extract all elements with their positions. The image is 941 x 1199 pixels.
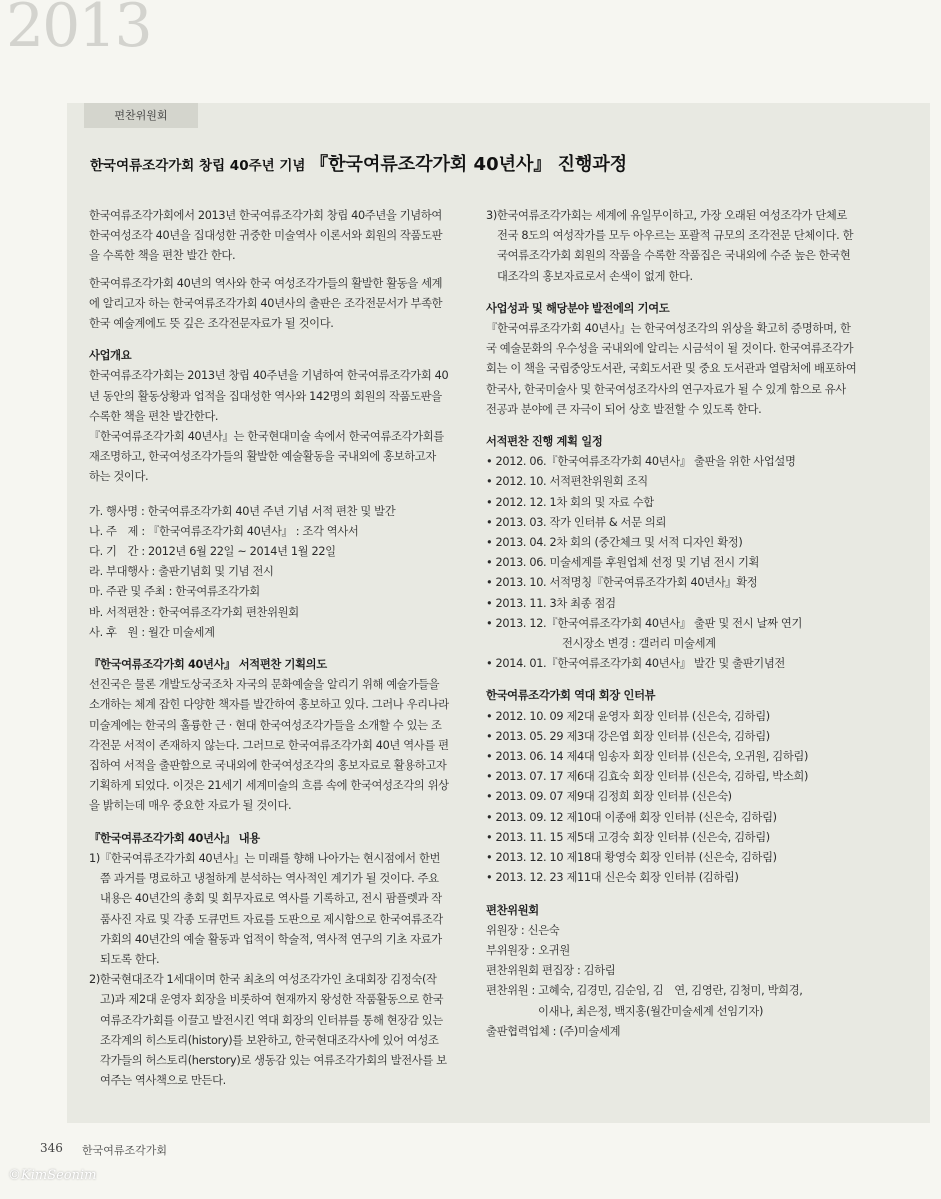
schedule-item: • 2013. 06. 미술세계를 후원업체 선정 및 기념 전시 기획 bbox=[486, 556, 760, 570]
year-heading: 2013 bbox=[6, 0, 151, 61]
interview-item: • 2013. 06. 14 제4대 임송자 회장 인터뷰 (신은숙, 오귀원, 김하림) bbox=[486, 750, 809, 764]
schedule-sub-item: 전시장소 변경 : 갤러리 미술세계 bbox=[562, 637, 716, 651]
interview-item: • 2013. 05. 29 제3대 강은엽 회장 인터뷰 (신은숙, 김하림) bbox=[486, 729, 770, 743]
schedule-item: • 2012. 12. 1차 회의 및 자료 수합 bbox=[486, 495, 654, 509]
interview-item: • 2013. 09. 07 제9대 김정희 회장 인터뷰 (신은숙) bbox=[486, 790, 732, 804]
intro-paragraph-1: 한국여류조각가회에서 2013년 한국여류조각가회 창립 40주년을 기념하여 한국여성조각 40년을 집대성한 귀중한 미술역사 이론서와 회원의 작품도판을 수록한 책을 편찬 발간 한다. bbox=[89, 209, 443, 263]
content-item-3: 3)한국여류조각가회는 세계에 유일무이하고, 가장 오래된 여성조각가 단체로 전국 8도의 여성작가를 모두 아우르는 포괄적 규모의 조각전문 단체이다. 한국여류조각가회 회원의 작품을 수록한 작품집은 국내외에 수준 높은 한국현대조각의 홍보자료로서 손색이 없게 한다. bbox=[486, 209, 854, 283]
schedule-item: • 2013. 04. 2차 회의 (중간체크 및 서적 디자인 확정) bbox=[486, 536, 743, 550]
interview-item: • 2013. 12. 23 제11대 신은숙 회장 인터뷰 (김하림) bbox=[486, 871, 739, 885]
page-title bbox=[90, 150, 911, 176]
intro-paragraph-2: 한국여류조각가회 40년의 역사와 한국 여성조각가들의 활발한 활동을 세계에 알리고자 하는 한국여류조각가회 40년사의 출판은 조각전문서가 부족한 한국 예술계에도 뜻 깊은 조각전문자료가 될 것이다. bbox=[89, 276, 443, 331]
committee-members: 편찬위원 : 고혜숙, 김경민, 김순임, 김 연, 김영란, 김청미, 박희경, bbox=[486, 984, 803, 998]
content-heading: 『한국여류조각가회 40년사』 내용 bbox=[89, 831, 260, 845]
interview-heading: 한국여류조각가회 역대 회장 인터뷰 bbox=[486, 689, 656, 703]
schedule-item: • 2013. 11. 3차 최종 점검 bbox=[486, 596, 616, 610]
schedule-item: • 2014. 01.『한국여류조각가회 40년사』 발간 및 출판기념전 bbox=[486, 657, 785, 671]
overview-heading: 사업개요 bbox=[89, 349, 132, 363]
footer-label: 한국여류조각가회 bbox=[82, 1144, 168, 1157]
details-list bbox=[89, 502, 449, 643]
detail-item: 바. 서적편찬 : 한국여류조각가회 편찬위원회 bbox=[89, 605, 299, 619]
overview-paragraph-2: 『한국여류조각가회 40년사』는 한국현대미술 속에서 한국여류조각가회를 재조명하고, 한국여성조각가들의 활발한 예술활동을 국내외에 홍보하고자 하는 것이다. bbox=[89, 430, 444, 484]
committee-heading: 편찬위원회 bbox=[486, 903, 539, 917]
detail-item: 라. 부대행사 : 출판기념회 및 기념 전시 bbox=[89, 565, 274, 579]
committee-list bbox=[486, 921, 858, 1042]
left-column bbox=[89, 206, 449, 1098]
overview-paragraph-1: 한국여류조각가회는 2013년 창립 40주년을 기념하여 한국여류조각가회 40년 동안의 활동상황과 업적을 집대성한 역사와 142명의 회원의 작품도판을 수록한 책을 편찬 발간한다. bbox=[89, 369, 449, 423]
outcome-paragraph: 『한국여류조각가회 40년사』는 한국여성조각의 위상을 확고히 증명하며, 한국 예술문화의 우수성을 국내외에 알리는 시금석이 될 것이다. 한국여류조각가회는 이 책을 국립중앙도서관, 국회도서관 및 중요 도서관과 열람처에 배포하여 한국사, 한국미술사 및 한국여성조각사의 연구자료가 될 수 있게 함으로 유사 전공과 분야에 큰 자극이 되어 상호 발전할 수 있도록 한다. bbox=[486, 322, 857, 416]
right-column bbox=[486, 206, 858, 1050]
outcome-heading: 사업성과 및 해당분야 발전에의 기여도 bbox=[486, 301, 670, 315]
schedule-list bbox=[486, 452, 858, 674]
schedule-item: • 2012. 10. 서적편찬위원회 조직 bbox=[486, 475, 648, 489]
interview-item: • 2013. 09. 12 제10대 이종애 회장 인터뷰 (신은숙, 김하림) bbox=[486, 810, 777, 824]
detail-item: 나. 주 제 : 『한국여류조각가회 40년사』 : 조각 역사서 bbox=[89, 524, 359, 538]
detail-item: 가. 행사명 : 한국여류조각가회 40년 주년 기념 서적 편찬 및 발간 bbox=[89, 504, 396, 518]
schedule-item: • 2013. 12.『한국여류조각가회 40년사』 출판 및 전시 날짜 연기 bbox=[486, 616, 803, 630]
title-prefix: 한국여류조각가회 창립 40주년 기념 bbox=[90, 158, 311, 174]
schedule-item: • 2013. 10. 서적명칭『한국여류조각가회 40년사』확정 bbox=[486, 576, 758, 590]
committee-item: 부위원장 : 오귀원 bbox=[486, 943, 570, 957]
intent-paragraph: 선진국은 물론 개발도상국조차 자국의 문화예술을 알리기 위해 예술가들을 소개하는 체계 잡힌 다양한 책자를 발간하여 홍보하고 있다. 그러나 우리나라 미술계에는 한국의 훌륭한 근 · 현대 한국여성조각가들을 소개할 수 있는 조각전문 서적이 존재하지 않는다. 그러므로 한국여류조각가회 40년 역사를 편집하여 서적을 출판함으로 국내외에 한국여성조각의 홍보자료로 활용하고자 기획하게 되었다. 이것은 21세기 세계미술의 흐름 속에 한국여성조각의 위상을 밝히는데 매우 중요한 자료가 될 것이다. bbox=[89, 678, 449, 813]
detail-item: 마. 주관 및 주최 : 한국여류조각가회 bbox=[89, 585, 260, 599]
interview-item: • 2012. 10. 09 제2대 윤영자 회장 인터뷰 (신은숙, 김하림) bbox=[486, 709, 770, 723]
interview-list bbox=[486, 707, 858, 889]
committee-members-cont: 이새나, 최은정, 백지홍(월간미술세계 선임기자) bbox=[538, 1004, 764, 1018]
page-number: 346 bbox=[40, 1141, 63, 1155]
title-main: 『한국여류조각가회 40년사』 진행과정 bbox=[310, 154, 628, 175]
interview-item: • 2013. 12. 10 제18대 황영숙 회장 인터뷰 (신은숙, 김하림) bbox=[486, 851, 777, 865]
interview-item: • 2013. 07. 17 제6대 김효숙 회장 인터뷰 (신은숙, 김하림, 박소희) bbox=[486, 770, 809, 784]
committee-cooperation: 출판협력업체 : (주)미술세계 bbox=[486, 1024, 621, 1038]
schedule-item: • 2013. 03. 작가 인터뷰 & 서문 의뢰 bbox=[486, 515, 667, 529]
committee-item: 편찬위원회 편집장 : 김하림 bbox=[486, 964, 616, 978]
section-tag: 편찬위원회 bbox=[84, 103, 198, 128]
schedule-heading: 서적편찬 진행 계획 일정 bbox=[486, 435, 603, 449]
committee-item: 위원장 : 신은숙 bbox=[486, 923, 560, 937]
content-item-1: 1)『한국여류조각가회 40년사』는 미래를 향해 나아가는 현시점에서 한번쯤 과거를 명료하고 냉철하게 분석하는 역사적인 계기가 될 것이다. 주요내용은 40년간의 총회 및 회무자료로 역사를 기록하고, 전시 팜플렛과 작품사진 자료 및 각종 도큐먼트 자료를 도판으로 제시함으로 한국여류조각가회의 40년간의 예술 활동과 업적이 학술적, 역사적 연구의 기초 자료가 되도록 한다. bbox=[89, 851, 443, 966]
content-item-2: 2)한국현대조각 1세대이며 한국 최초의 여성조각가인 초대회장 김정숙(작고)과 제2대 운영자 회장을 비롯하여 현재까지 왕성한 작품활동으로 한국여류조각가회를 이끌고 발전시킨 역대 회장의 인터뷰를 통해 현장감 있는 조각계의 히스토리(history)를 보완하고, 한국현대조각사에 있어 여성조각가들의 허스토리(herstory)로 생동감 있는 여류조각가회의 발전사를 보여주는 역사책으로 만든다. bbox=[89, 973, 447, 1088]
detail-item: 사. 후 원 : 월간 미술세계 bbox=[89, 625, 215, 639]
detail-item: 다. 기 간 : 2012년 6월 22일 ~ 2014년 1월 22일 bbox=[89, 545, 336, 559]
watermark: ©KimSeonim bbox=[8, 1168, 97, 1183]
interview-item: • 2013. 11. 15 제5대 고경숙 회장 인터뷰 (신은숙, 김하림) bbox=[486, 830, 770, 844]
intent-heading: 『한국여류조각가회 40년사』 서적편찬 기획의도 bbox=[89, 658, 327, 672]
schedule-item: • 2012. 06.『한국여류조각가회 40년사』 출판을 위한 사업설명 bbox=[486, 455, 796, 469]
